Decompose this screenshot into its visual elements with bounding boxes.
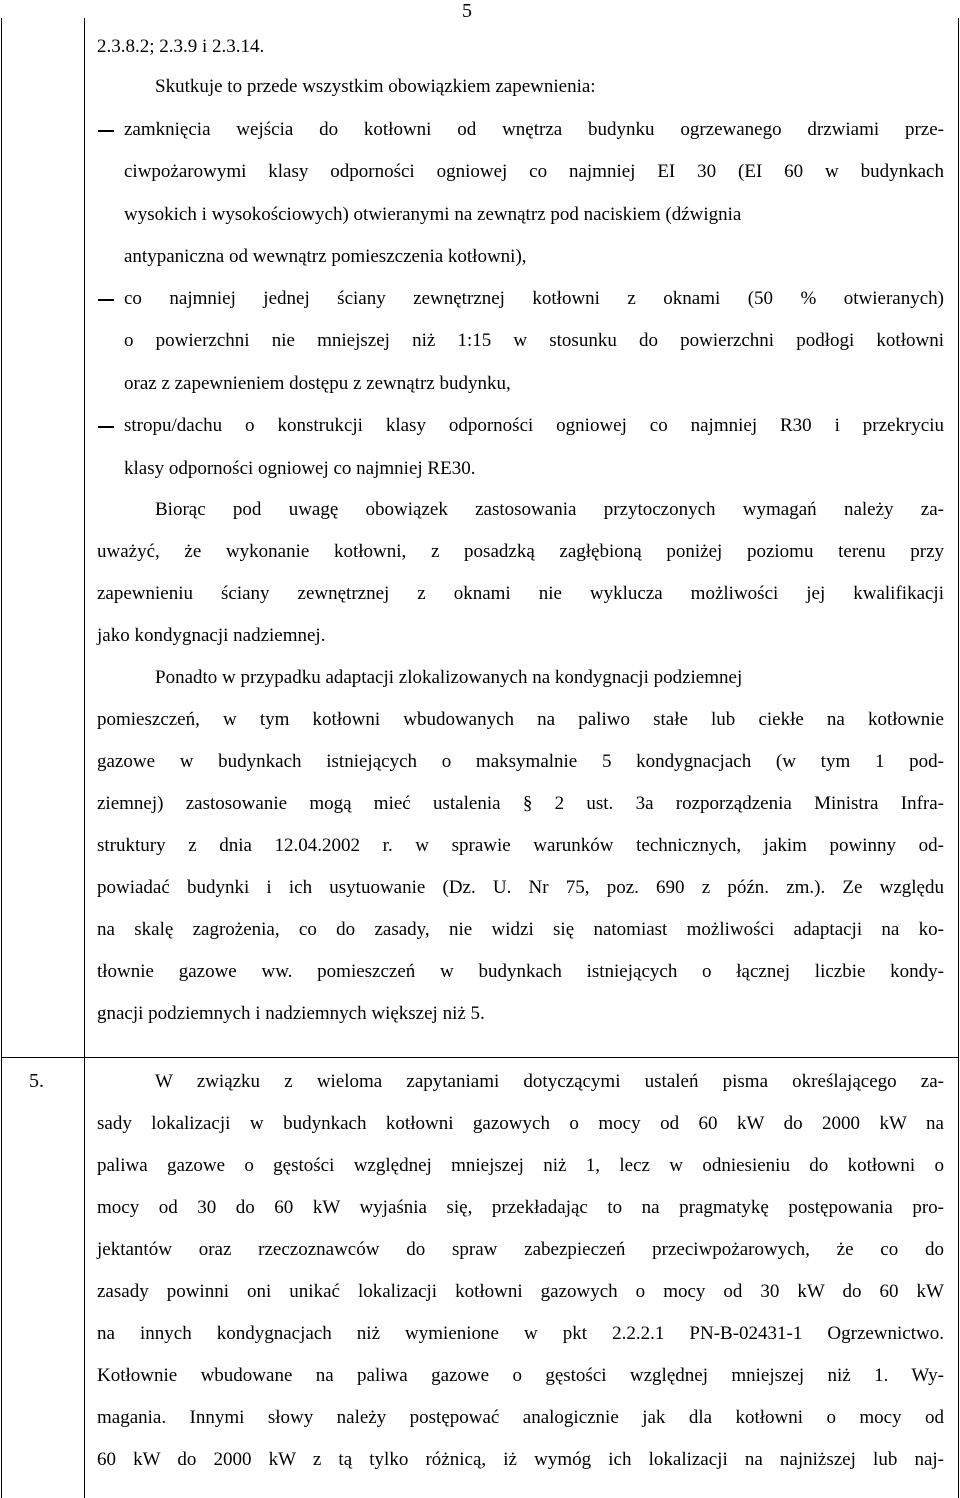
text-line: mocy od 30 do 60 kW wyjaśnia się, przekładając to na pragmatykę postępowania pro- (97, 1197, 944, 1218)
list-dash-3 (98, 426, 114, 428)
row-divider (1, 1057, 958, 1058)
text-line: na skalę zagrożenia, co do zasady, nie widzi się natomiast możliwości adaptacji na ko- (97, 919, 944, 940)
text-line: ziemnej) zastosowanie mogą mieć ustalenia § 2 ust. 3a rozporządzenia Ministra Infra- (97, 793, 944, 814)
text-line: wysokich i wysokościowych) otwieranymi na zewnątrz pod naciskiem (dźwignia (124, 204, 742, 225)
text-line: gazowe w budynkach istniejących o maksymalnie 5 kondygnacjach (w tym 1 pod- (97, 751, 944, 772)
text-line: zapewnieniu ściany zewnętrznej z oknami nie wyklucza możliwości jej kwalifikacji (97, 583, 944, 604)
text-line: ciwpożarowymi klasy odporności ogniowej co najmniej EI 30 (EI 60 w budynkach (124, 161, 944, 182)
text-line: Biorąc pod uwagę obowiązek zastosowania przytoczonych wymagań należy za- (155, 499, 944, 520)
text-line: Kotłownie wbudowane na paliwa gazowe o gęstości względnej mniejszej niż 1. Wy- (97, 1365, 944, 1386)
text-line: antypaniczna od wewnątrz pomieszczenia kotłowni), (124, 246, 527, 267)
text-line: jako kondygnacji nadziemnej. (97, 625, 326, 646)
text-line: 60 kW do 2000 kW z tą tylko różnicą, iż wymóg ich lokalizacji na najniższej lub naj- (97, 1449, 944, 1470)
text-line: klasy odporności ogniowej co najmniej RE30. (124, 458, 476, 479)
column-divider (84, 18, 85, 1498)
row-number: 5. (29, 1070, 44, 1092)
text-line: na innych kondygnacjach niż wymienione w pkt 2.2.2.1 PN-B-02431-1 Ogrzewnictwo. (97, 1323, 944, 1344)
text-line: jektantów oraz rzeczoznawców do spraw zabezpieczeń przeciwpożarowych, że co do (97, 1239, 944, 1260)
page-number: 5 (462, 0, 472, 22)
text-line: oraz z zapewnieniem dostępu z zewnątrz budynku, (124, 373, 511, 394)
text-line: struktury z dnia 12.04.2002 r. w sprawie warunków technicznych, jakim powinny od- (97, 835, 944, 856)
text-line: uważyć, że wykonanie kotłowni, z posadzką zagłębioną poniżej poziomu terenu przy (97, 541, 944, 562)
text-line: stropu/dachu o konstrukcji klasy odporności ogniowej co najmniej R30 i przekryciu (124, 415, 944, 436)
text-line: o powierzchni nie mniejszej niż 1:15 w stosunku do powierzchni podłogi kotłowni (124, 330, 944, 351)
list-dash-2 (98, 299, 114, 301)
text-line: sady lokalizacji w budynkach kotłowni gazowych o mocy od 60 kW do 2000 kW na (97, 1113, 944, 1134)
text-line: 2.3.8.2; 2.3.9 i 2.3.14. (97, 36, 265, 57)
list-dash-1 (98, 130, 114, 132)
text-line: zamknięcia wejścia do kotłowni od wnętrza budynku ogrzewanego drzwiami prze- (124, 119, 944, 140)
text-line: powiadać budynki i ich usytuowanie (Dz. U. Nr 75, poz. 690 z późn. zm.). Ze względu (97, 877, 944, 898)
text-line: magania. Innymi słowy należy postępować analogicznie jak dla kotłowni o mocy od (97, 1407, 944, 1428)
text-line: pomieszczeń, w tym kotłowni wbudowanych na paliwo stałe lub ciekłe na kotłownie (97, 709, 944, 730)
text-line: gnacji podziemnych i nadziemnych większej niż 5. (97, 1003, 485, 1024)
text-line: co najmniej jednej ściany zewnętrznej kotłowni z oknami (50 % otwieranych) (124, 288, 944, 309)
text-line: Skutkuje to przede wszystkim obowiązkiem zapewnienia: (155, 76, 596, 97)
text-line: tłownie gazowe ww. pomieszczeń w budynkach istniejących o łącznej liczbie kondy- (97, 961, 944, 982)
text-line: zasady powinni oni unikać lokalizacji kotłowni gazowych o mocy od 30 kW do 60 kW (97, 1281, 944, 1302)
text-line: W związku z wieloma zapytaniami dotyczącymi ustaleń pisma określającego za- (155, 1071, 944, 1092)
text-line: Ponadto w przypadku adaptacji zlokalizowanych na kondygnacji podziemnej (155, 667, 743, 688)
text-line: paliwa gazowe o gęstości względnej mniejszej niż 1, lecz w odniesieniu do kotłowni o (97, 1155, 944, 1176)
